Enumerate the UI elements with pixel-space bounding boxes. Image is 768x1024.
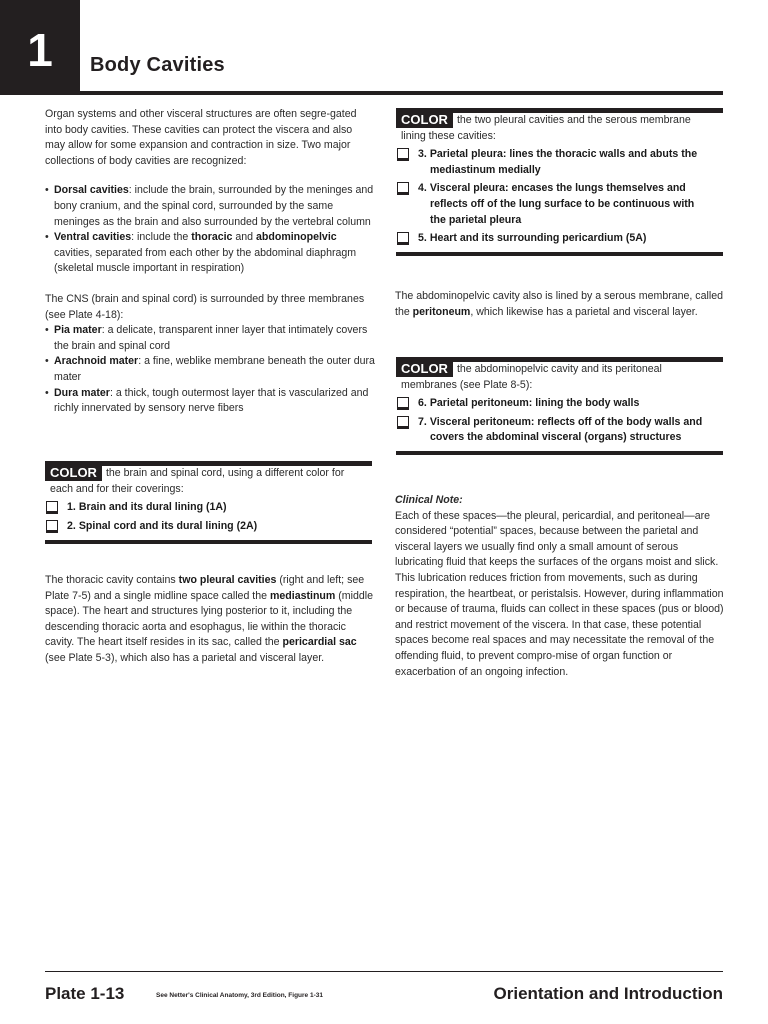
color-instruction — [396, 113, 723, 144]
bullet-ventral-cavities — [45, 230, 375, 277]
para-text: The thoracic cavity contains — [45, 574, 179, 586]
item-label: mediastinum medially — [430, 163, 541, 176]
bullet-text: : a fine, weblike membrane beneath the outer dura mater — [54, 355, 375, 383]
checkbox-icon[interactable] — [46, 520, 58, 533]
bullet-text: : a delicate, transparent inner layer that intimately covers the brain and spinal cord — [54, 324, 368, 352]
color-instruction-text: lining these cavities: — [401, 129, 496, 142]
term-dura-mater: Dura mater — [54, 386, 110, 399]
color-box-pleural — [396, 108, 723, 256]
item-number: 1. — [67, 501, 76, 514]
term-arachnoid-mater: Arachnoid mater — [54, 355, 139, 368]
color-box-bottom-rule — [45, 540, 372, 544]
abdominopelvic-paragraph — [395, 289, 725, 320]
para-text: (right and left; see Plate 7-5) and a single midline space called the — [45, 574, 365, 602]
color-tag: COLOR — [45, 466, 102, 481]
section-name: Orientation and Introduction — [493, 984, 723, 1003]
color-item-5[interactable] — [396, 231, 723, 247]
page-title: Body Cavities — [90, 54, 225, 76]
chapter-number: 1 — [27, 23, 53, 76]
term-abdominopelvic: abdominopelvic — [256, 231, 337, 244]
color-tag: COLOR — [396, 113, 453, 128]
thoracic-paragraph — [45, 573, 375, 667]
term-pia-mater: Pia mater — [54, 324, 102, 337]
item-label: Parietal pleura: lines the thoracic walls and abuts the — [429, 148, 698, 161]
color-instruction-text: the brain and spinal cord, using a different color for — [105, 467, 345, 479]
bullet-text: and — [232, 231, 257, 244]
color-item-6[interactable] — [396, 396, 723, 412]
para-text: , which likewise has a parietal and visceral layer. — [470, 305, 698, 318]
color-box-brain-spinal — [45, 461, 372, 544]
bullet-text: cavities, separated from each other by the abdominal diaphragm (skeletal muscle important in respiration) — [54, 246, 357, 275]
bullet-pia-mater — [45, 323, 375, 354]
item-number: 7. — [418, 415, 427, 428]
item-number: 6. — [418, 397, 427, 410]
clinical-note-title: Clinical Note: — [395, 494, 463, 506]
color-instruction — [45, 466, 372, 497]
color-instruction-text: the abdominopelvic cavity and its peritoneal — [456, 363, 662, 375]
term-dorsal-cavities: Dorsal cavities — [54, 184, 129, 197]
term-peritoneum: peritoneum — [412, 305, 471, 318]
item-label: Spinal cord and its dural lining (2A) — [78, 519, 258, 532]
checkbox-icon[interactable] — [397, 416, 409, 429]
color-tag: COLOR — [396, 362, 453, 377]
checkbox-icon[interactable] — [46, 501, 58, 514]
cns-paragraph: The CNS (brain and spinal cord) is surrounded by three membranes (see Plate 4-18): — [45, 292, 365, 321]
color-instruction-text: the two pleural cavities and the serous membrane — [456, 114, 691, 126]
term-thoracic: thoracic — [191, 231, 233, 244]
term-two-pleural-cavities: two pleural cavities — [178, 574, 277, 586]
color-item-4[interactable] — [396, 181, 723, 228]
color-item-3[interactable] — [396, 147, 723, 178]
checkbox-icon[interactable] — [397, 397, 409, 410]
footer-rule — [45, 971, 723, 972]
checkbox-icon[interactable] — [397, 148, 409, 161]
bullet-text: : include the — [131, 231, 192, 244]
para-text: The abdominopelvic cavity also is lined by a serous membrane, called the — [395, 290, 723, 318]
left-column — [45, 107, 375, 417]
color-box-peritoneal — [396, 357, 723, 455]
item-label: Visceral pleura: encases the lungs themselves and — [429, 182, 686, 195]
item-label: Heart and its surrounding pericardium (5A) — [429, 232, 647, 245]
color-item-2[interactable] — [45, 519, 372, 535]
color-item-7[interactable] — [396, 415, 723, 446]
item-label: Parietal peritoneum: lining the body walls — [429, 397, 640, 410]
item-number: 5. — [418, 232, 427, 245]
para-text: (middle space). The heart and structures lying posterior to it, including the descending thoracic aorta and esophagus, lie within the thoracic cavity. The heart itself resides in its sac, called the — [45, 589, 373, 649]
chapter-number-box — [0, 0, 80, 95]
item-number: 3. — [418, 148, 427, 161]
bullet-dorsal-cavities — [45, 183, 375, 230]
color-instruction — [396, 362, 723, 393]
term-pericardial-sac: pericardial sac — [282, 636, 357, 649]
item-label: the parietal pleura — [430, 213, 522, 226]
color-item-1[interactable] — [45, 500, 372, 516]
color-instruction-text: each and for their coverings: — [50, 482, 184, 495]
item-label: Brain and its dural lining (1A) — [78, 501, 227, 514]
clinical-note — [395, 493, 725, 680]
item-number: 2. — [67, 519, 76, 532]
para-text: (see Plate 5-3), which also has a parietal and visceral layer. — [45, 651, 325, 664]
color-box-bottom-rule — [396, 252, 723, 256]
header-rule — [80, 91, 723, 95]
checkbox-icon[interactable] — [397, 232, 409, 245]
term-ventral-cavities: Ventral cavities — [54, 231, 132, 244]
item-label: Visceral peritoneum: reflects off of the body walls and — [429, 415, 703, 428]
color-box-bottom-rule — [396, 451, 723, 455]
item-number: 4. — [418, 182, 427, 195]
clinical-note-text: Each of these spaces—the pleural, pericardial, and peritoneal—are considered “potential” spaces, because between the parietal and visceral layers we usually find only a small amount of serous lubricating fluid that keeps the surfaces of the organs moist and slick. This lubrication reduces friction from movements, such as during respiration, the heartbeat, or peristalsis. However, during inflammation or because of trauma, fluids can collect in these spaces (pus or blood) and restrict movement of the viscera. In that case, these potential spaces become real spaces and may necessitate the removal of the offending fluid, to prevent compro-mise of organ function or exacerbation of an ongoing infection. — [395, 509, 724, 678]
checkbox-icon[interactable] — [397, 182, 409, 195]
bullet-arachnoid-mater — [45, 354, 375, 385]
bullet-text: : a thick, tough outermost layer that is vascularized and richly innervated by sensory nerve fibers — [54, 386, 369, 415]
plate-number: Plate 1-13 — [45, 984, 125, 1003]
item-label: covers the abdominal visceral (organs) structures — [430, 431, 682, 444]
bullet-dura-mater — [45, 386, 375, 417]
term-mediastinum: mediastinum — [269, 589, 336, 602]
item-label: reflects off of the lung surface to be continuous with — [430, 197, 695, 210]
plate-reference: See Netter's Clinical Anatomy, 3rd Edition, Figure 1-31 — [156, 992, 323, 999]
bullet-text: : include the brain, surrounded by the meninges and bony cranium, and the spinal cord, surrounded by the same meninges as the brain and also surrounded by the vertebral column — [54, 184, 374, 228]
intro-paragraph: Organ systems and other visceral structures are often segre-gated into body cavities. These cavities can protect the viscera and also may allow for some expansion and contraction in size. Two major collections of body cavities are recognized: — [45, 108, 357, 167]
color-instruction-text: membranes (see Plate 8-5): — [401, 378, 533, 391]
